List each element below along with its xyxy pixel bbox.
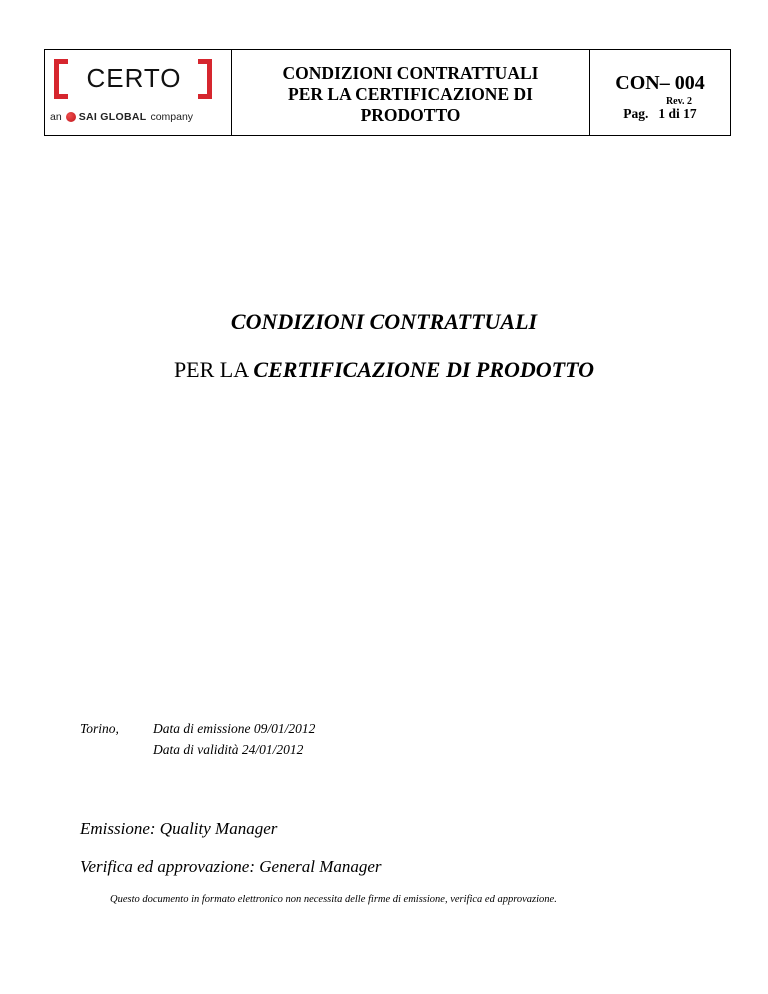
page-number: 1 di 17 xyxy=(658,106,697,121)
logo-brand-text: CERTO xyxy=(86,63,182,93)
emission-responsible: Emissione: Quality Manager xyxy=(80,819,278,838)
document-title-line1: CONDIZIONI CONTRATTUALI xyxy=(230,309,538,334)
logo-suffix: company xyxy=(150,111,194,123)
document-code: CON– 004 xyxy=(615,72,705,94)
electronic-document-note: Questo documento in formato elettronico non necessita delle firme di emissione, verifica ed approvazione. xyxy=(110,894,557,905)
logo-prefix: an xyxy=(50,111,62,123)
header-title-cell xyxy=(232,50,590,135)
header-title-line: PER LA CERTIFICAZIONE DI xyxy=(288,84,533,104)
emission-date: Data di emissione 09/01/2012 xyxy=(153,721,316,736)
page-label: Pag. xyxy=(623,106,649,121)
page-indicator xyxy=(623,107,696,121)
document-header xyxy=(44,49,731,136)
verification-responsible: Verifica ed approvazione: General Manager xyxy=(80,857,382,876)
title-prefix: PER LA xyxy=(173,357,254,382)
title-rest: CERTIFICAZIONE DI PRODOTTO xyxy=(253,357,595,382)
dates-block xyxy=(80,718,315,760)
header-title-line: PRODOTTO xyxy=(360,105,461,125)
revision: Rev. 2 xyxy=(665,96,693,107)
logo-cell xyxy=(45,50,232,135)
validity-date: Data di validità 24/01/2012 xyxy=(153,742,304,757)
globe-icon xyxy=(66,112,76,122)
header-code-cell xyxy=(590,50,730,135)
certo-logo xyxy=(54,59,212,99)
header-title xyxy=(283,59,539,126)
city: Torino, xyxy=(80,721,119,736)
logo-tagline xyxy=(50,111,230,123)
logo-group: SAI GLOBAL xyxy=(78,111,147,123)
document-title-line2 xyxy=(0,357,768,383)
header-title-line: CONDIZIONI CONTRATTUALI xyxy=(282,63,539,83)
